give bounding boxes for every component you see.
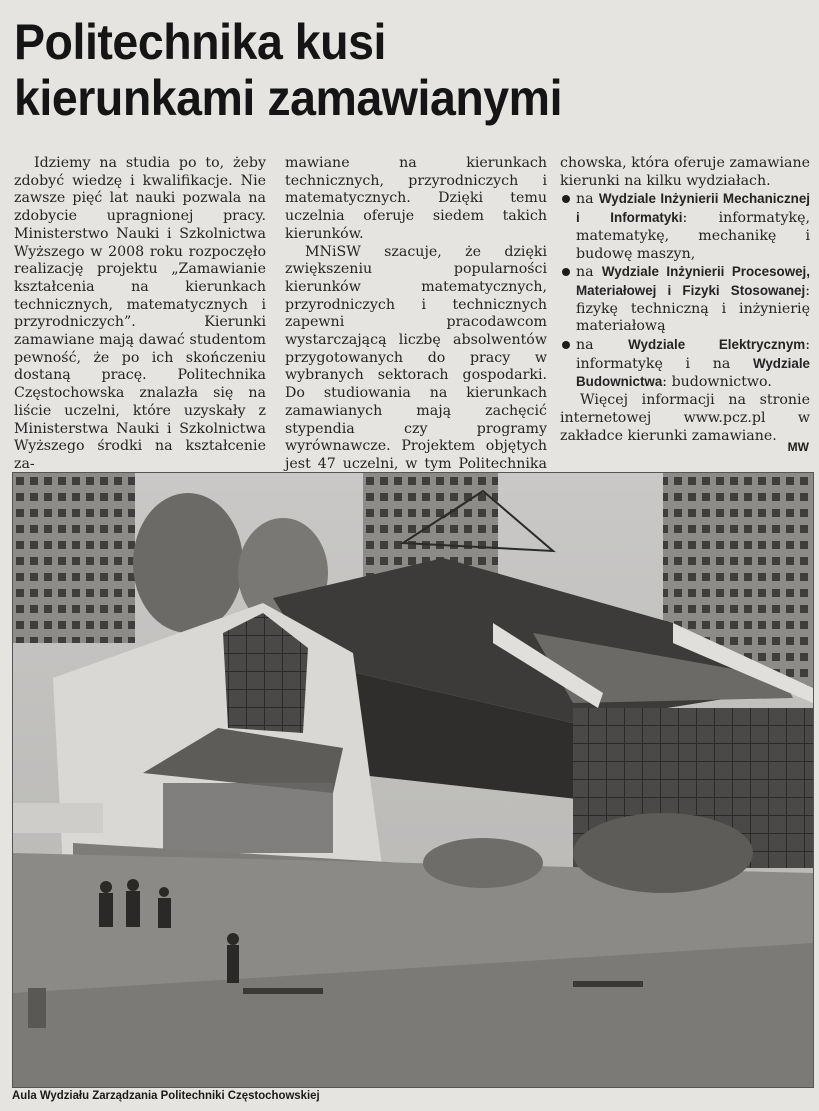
headline-line-2: kierunkami zamawianymi [14,70,563,126]
building-photo-illustration [13,473,813,1087]
headline-line-1: Politechnika kusi [14,14,386,70]
faculty-list-item [560,190,810,263]
author-signature: MW [787,440,809,454]
building-photo [12,472,814,1088]
item-prefix: na [576,191,599,208]
column-2-paragraph-2: MNiSW szacuje, że dzięki zwiększeniu popularności kierunków matematycznych, przyrodniczych i technicznych zapewni pracodawcom wystarczającą liczbę absolwentów przygotowanych do pracy w wybranych sektorach gospodarki. Do studiowania na kierunkach zamawianych mają zachęcić stypendia czy programy wyrównawcze. Projektem objętych jest 47 uczelni, w tym Politechnika [285,243,547,472]
article-column-2 [285,155,547,491]
article-column-3 [560,155,810,445]
faculty-list [560,190,810,392]
faculty-courses: : informatykę i na [576,337,810,372]
faculty-list-item [560,336,810,392]
faculty-courses: : fizykę techniczną i inżynierię materiałową [576,282,810,335]
faculty-name: Wydziale Budownictwa [576,355,810,390]
headline [14,14,758,126]
faculty-courses: : budownictwo. [662,374,772,391]
faculty-list-item [560,263,810,336]
faculty-name: Wydziale Inżynierii Procesowej, Materiałowej i Fizyki Stosowanej [576,264,810,298]
column-1-paragraph: Idziemy na studia po to, żeby zdobyć wiedzę i kwalifikacje. Nie zawsze pięć lat nauki pozwala na zdobycie upragnionej pracy. Ministerstwo Nauki i Szkolnictwa Wyższego w 2008 roku rozpoczęło realizację projektu „Zamawianie kształcenia na kierunkach technicznych, matematycznych i przyrodniczych”. Kierunki zamawiane mają dawać studentom pewność, że po ich skończeniu dostaną pracę. Politechnika Częstochowska znalazła się na liście uczelni, które uzyskały z Ministerstwa Nauki i Szkolnictwa Wyższego środki na kształcenie za- [14,155,266,472]
faculty-name: Wydziale Inżynierii Mechanicznej i Informatyki [576,191,810,226]
article-column-1 [14,155,266,474]
item-prefix: na [576,264,602,281]
faculty-name: Wydziale Elektrycznym [628,337,806,353]
column-3-intro: chowska, która oferuje zamawiane kierunki na kilku wydziałach. [560,155,810,189]
faculty-courses: : informatykę, matematykę, mechanikę i budowę maszyn, [576,210,811,262]
column-3-outro: Więcej informacji na stronie internetowej www.pcz.pl w zakładce kierunki zamawiane. [560,392,810,444]
item-prefix: na [576,337,629,354]
column-2-paragraph-1: mawiane na kierunkach technicznych, przyrodniczych i matematycznych. Dzięki temu uczelnia oferuje siedem takich kierunków. [285,155,547,242]
photo-caption: Aula Wydziału Zarządzania Politechniki Częstochowskiej [12,1088,320,1102]
